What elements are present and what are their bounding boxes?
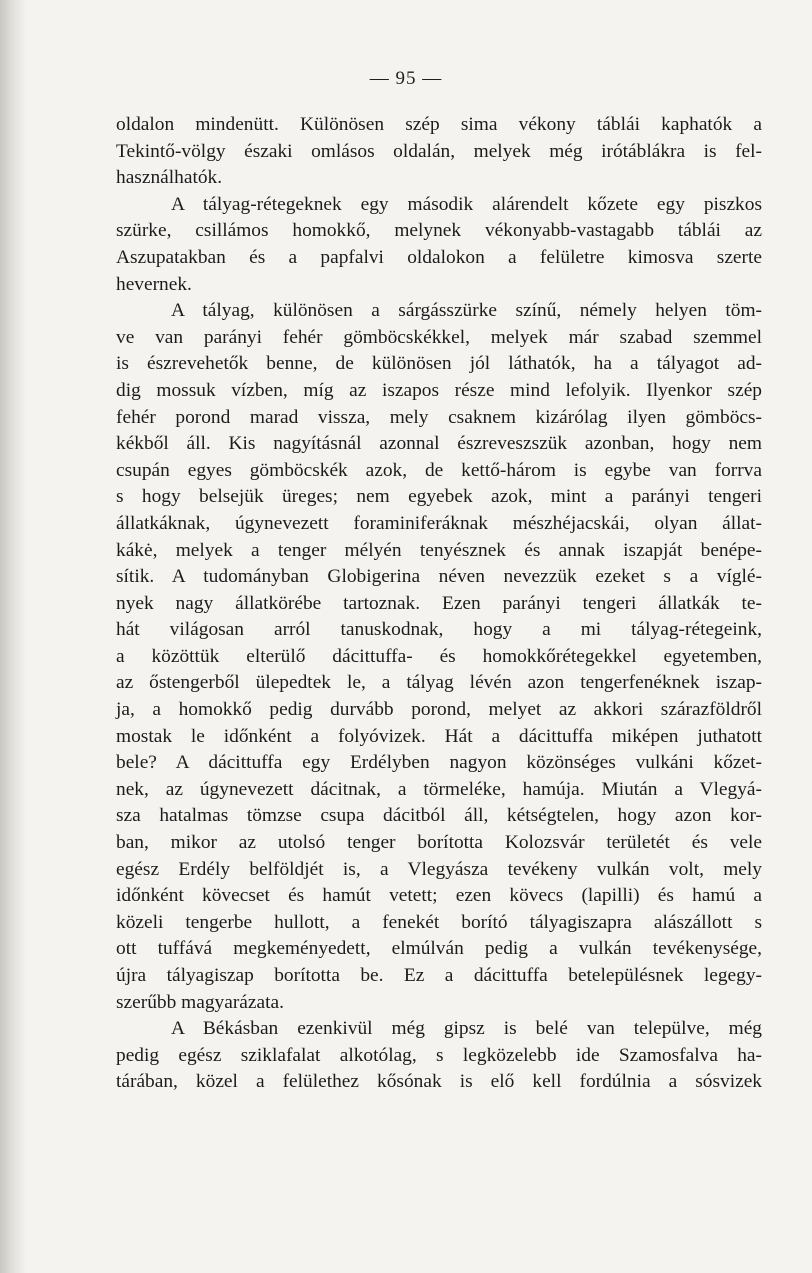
text-line: sza hatalmas tömzse csupa dácitból áll, kétségtelen, hogy azon kor- — [116, 805, 762, 827]
text-line: mostak le időnként a folyóvizek. Hát a dácittuffa miképen juthatott — [116, 725, 762, 747]
text-line: a közöttük elterülő dácittuffa- és homokkőrétegekkel egyetemben, — [116, 645, 762, 667]
text-line: dig mossuk vízben, míg az iszapos része mind lefolyik. Ilyenkor szép — [116, 379, 762, 401]
text-line: állatkáknak, úgynevezett foraminiferáknak mészhéjacskái, olyan állat- — [116, 512, 762, 534]
text-line: tárában, közel a felülethez kősónak is elő kell fordúlnia a sósvizek — [116, 1071, 762, 1093]
text-line: hát világosan arról tanuskodnak, hogy a mi tályag-rétegeink, — [116, 619, 762, 641]
text-line: ve van parányi fehér gömböcskékkel, melyek már szabad szemmel — [116, 326, 762, 348]
body-text — [116, 112, 762, 1096]
text-line: kékből áll. Kis nagyításnál azonnal észreveszszük azonban, hogy nem — [116, 433, 762, 455]
page-edge-shadow — [0, 0, 26, 1273]
text-line: fehér porond marad vissza, mely csaknem kizárólag ilyen gömböcs- — [116, 406, 762, 428]
text-line: A Békásban ezenkivül még gipsz is belé van települve, még — [171, 1018, 762, 1040]
text-line: használhatók. — [116, 167, 223, 189]
text-line: hevernek. — [116, 273, 192, 295]
text-line: szerűbb magyarázata. — [116, 991, 284, 1013]
text-line: csupán egyes gömböcskék azok, de kettő-három is egybe van forrva — [116, 459, 762, 481]
text-line: bele? A dácittuffa egy Erdélyben nagyon közönséges vulkáni kőzet- — [116, 752, 762, 774]
text-line: nyek nagy állatkörébe tartoznak. Ezen parányi tengeri állatkák te- — [116, 592, 762, 614]
paragraph — [116, 298, 762, 1016]
paragraph — [116, 1016, 762, 1096]
text-line: sítik. A tudományban Globigerina néven nevezzük ezeket s a víglé- — [116, 566, 762, 588]
text-line: ja, a homokkő pedig durvább porond, melyet az akkori szárazföldről — [116, 699, 762, 721]
text-line: időnként kövecset és hamút vetett; ezen kövecs (lapilli) és hamú a — [116, 885, 762, 907]
text-line: ban, mikor az utolsó tenger borította Kolozsvár területét és vele — [116, 832, 762, 854]
text-line: s hogy belsejük üreges; nem egyebek azok, mint a parányi tengeri — [116, 486, 762, 508]
page-number: — 95 — — [369, 68, 443, 89]
text-line: szürke, csillámos homokkő, melynek vékonyabb-vastagabb táblái az — [116, 220, 762, 242]
text-line: Aszupatakban és a papfalvi oldalokon a felületre kimosva szerte — [116, 246, 762, 268]
paragraph — [116, 192, 762, 298]
text-line: oldalon mindenütt. Különösen szép sima vékony táblái kaphatók a — [116, 114, 762, 135]
text-line: újra tályagiszap borította be. Ez a dácittuffa betelepülésnek legegy- — [116, 965, 762, 986]
text-line: ott tuffává megkeményedett, elmúlván pedig a vulkán tevékenysége, — [116, 938, 762, 960]
text-line: A tályag, különösen a sárgásszürke színű, némely helyen töm- — [171, 300, 762, 322]
text-line: is észrevehetők benne, de különösen jól láthatók, ha a tályagot ad- — [116, 353, 762, 375]
text-line: egész Erdély belföldjét is, a Vlegyásza tevékeny vulkán volt, mely — [116, 858, 762, 880]
text-line: az őstengerből ülepedtek le, a tályag lévén azon tengerfenéknek iszap- — [116, 672, 762, 694]
text-line: A tályag-rétegeknek egy második alárendelt kőzete egy piszkos — [171, 193, 762, 215]
paragraph — [116, 112, 762, 192]
text-line: pedig egész sziklafalat alkotólag, s legközelebb ide Szamosfalva ha- — [116, 1044, 762, 1066]
text-line: Tekintő-völgy északi omlásos oldalán, melyek még irótáblákra is fel- — [116, 140, 762, 162]
text-line: kákė, melyek a tenger mélyén tenyésznek és annak iszapját benépe- — [116, 539, 762, 561]
text-line: nek, az úgynevezett dácitnak, a törmeléke, hamúja. Miután a Vlegyá- — [116, 778, 762, 800]
text-line: közeli tengerbe hullott, a fenekét borító tályagiszapra alászállott s — [116, 911, 762, 933]
